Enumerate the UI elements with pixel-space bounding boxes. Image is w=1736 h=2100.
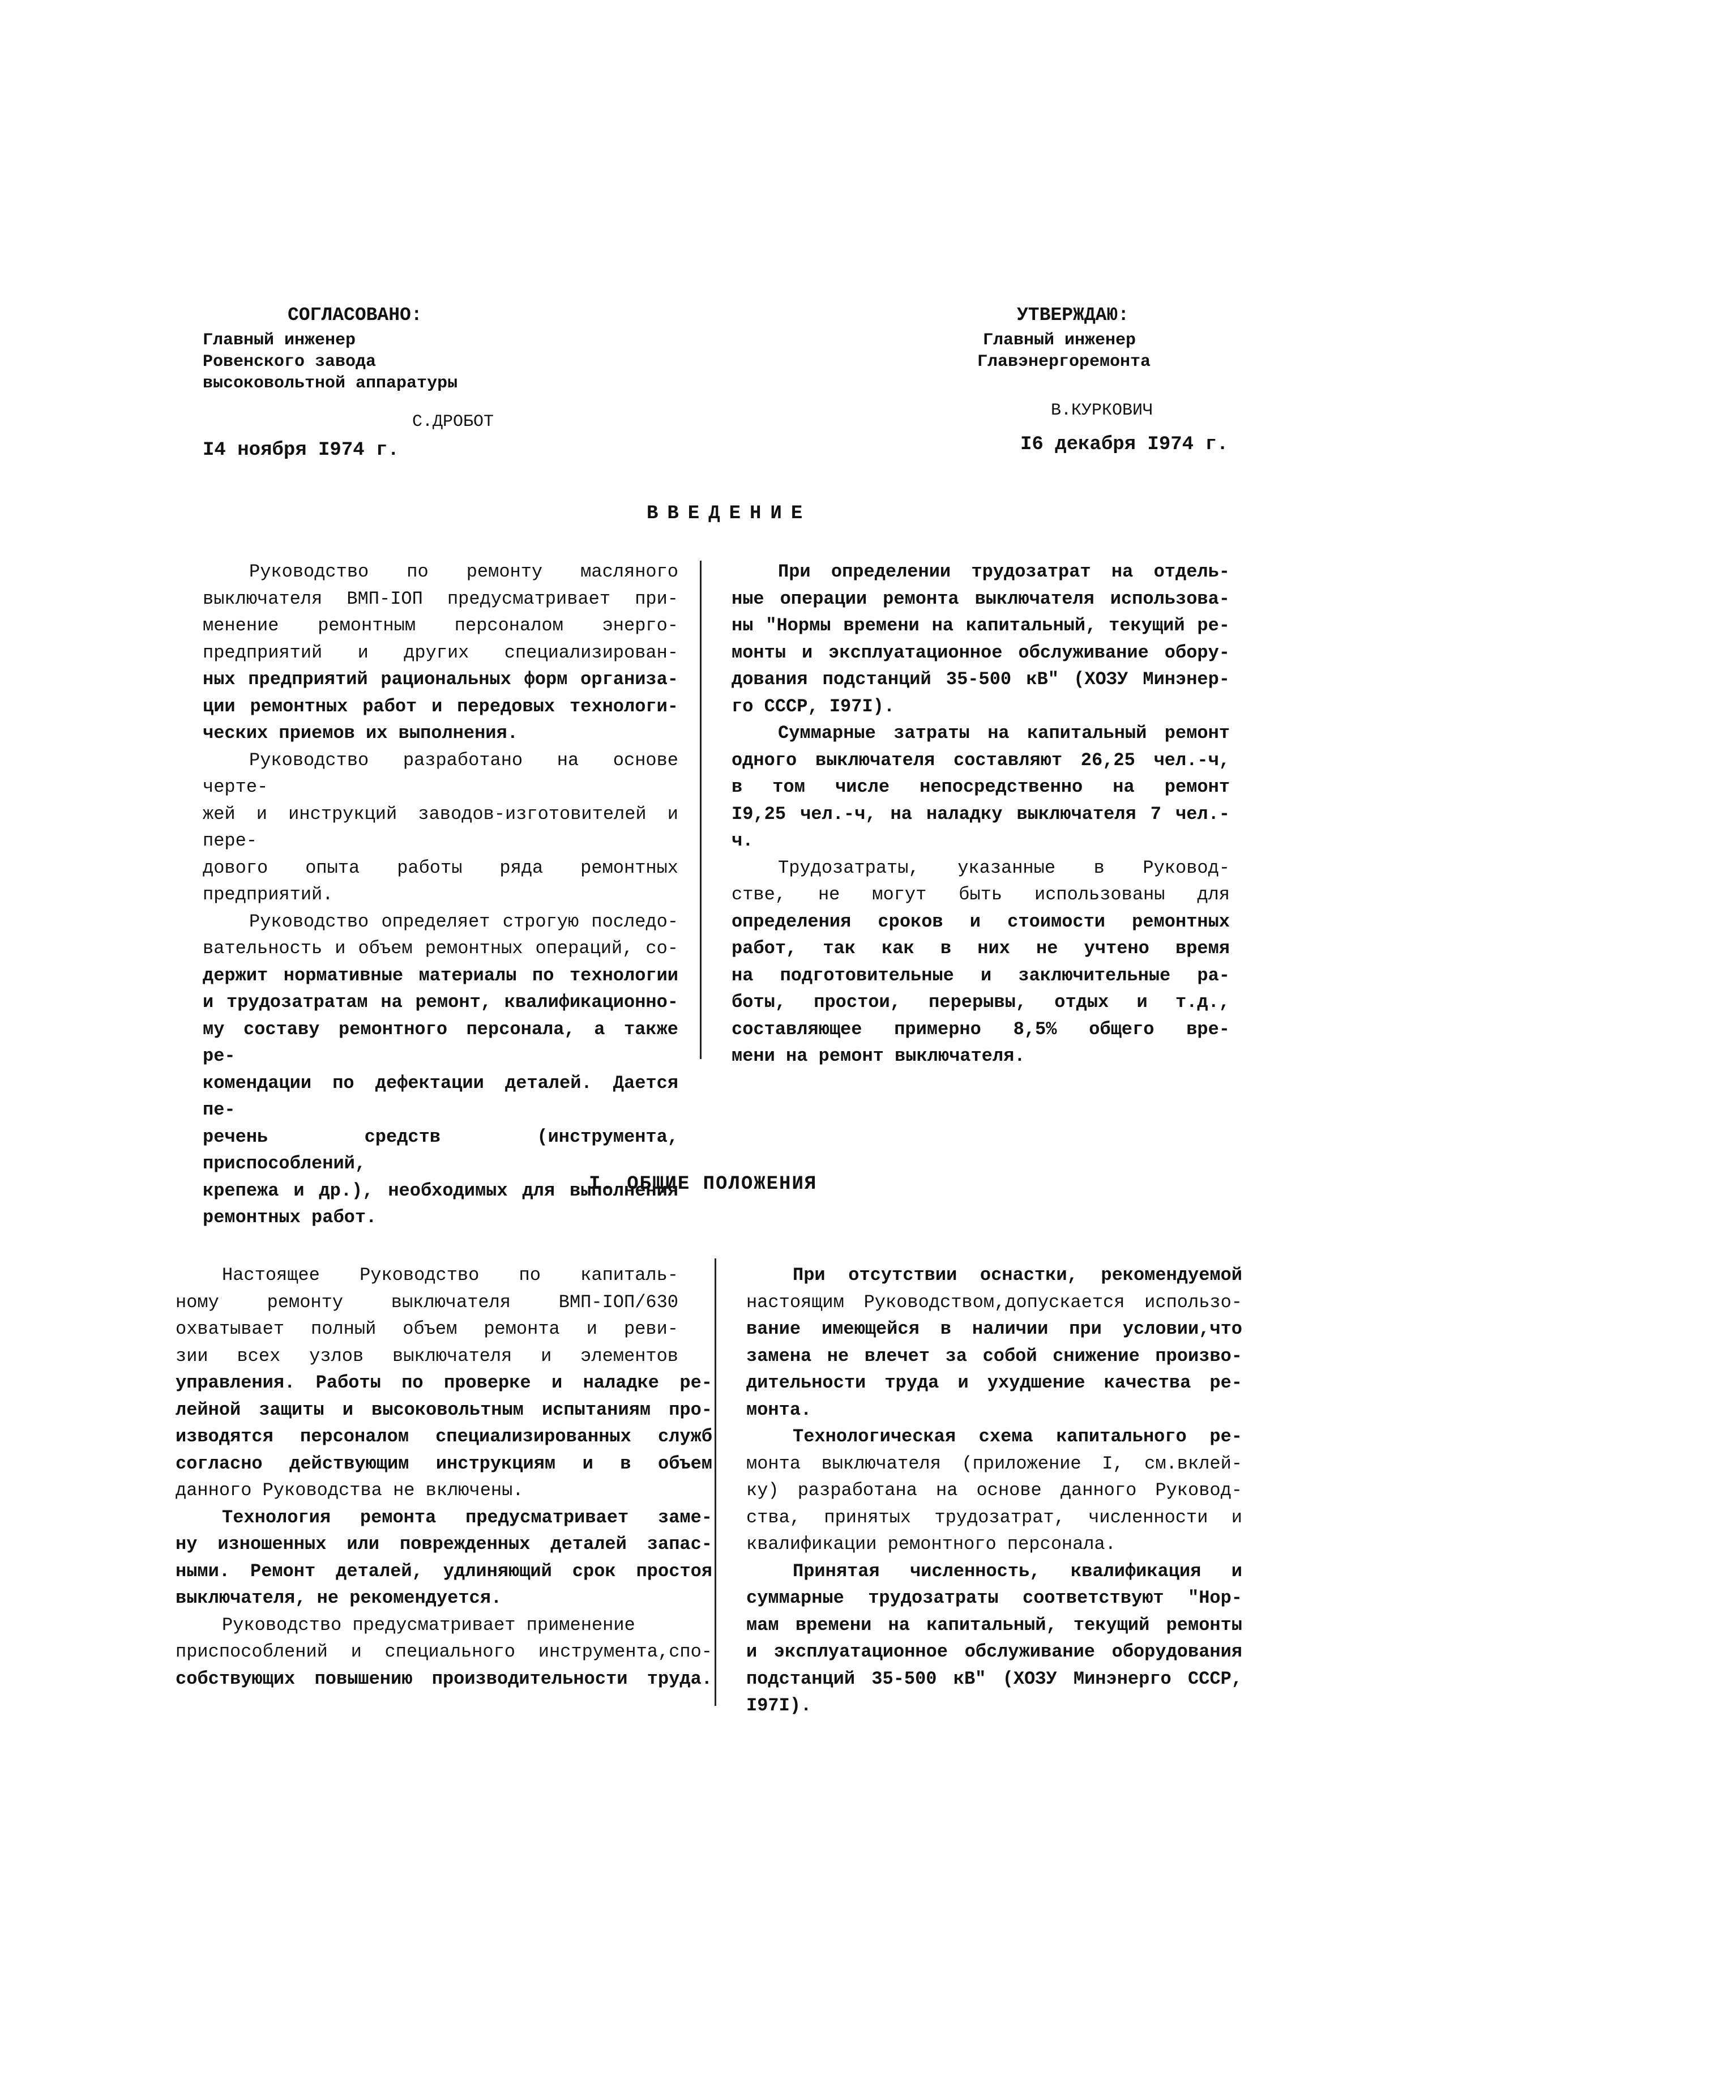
text-line: ные операции ремонта выключателя использова- <box>732 588 1230 609</box>
approval-right-heading: УТВЕРЖДАЮ: <box>1017 305 1130 326</box>
intro-left-column <box>203 558 678 1231</box>
text-line: I97I). <box>746 1695 812 1716</box>
text-line: ку) разработана на основе данного Руковод- <box>746 1480 1242 1501</box>
text-line: Трудозатраты, указанные в Руковод- <box>778 857 1230 878</box>
text-line: одного выключателя составляют 26,25 чел.-ч, <box>732 749 1230 771</box>
text-line: на подготовительные и заключительные ра- <box>732 964 1230 986</box>
text-line: жей и инструкций заводов-изготовителей и пере- <box>203 803 678 851</box>
text-line: вание имеющейся в наличии при условии,что <box>746 1318 1242 1339</box>
text-line: му составу ремонтного персонала, а также ре- <box>203 1018 678 1066</box>
text-line: Руководство определяет строгую последо- <box>249 911 678 932</box>
text-line: При определении трудозатрат на отдель- <box>778 561 1230 582</box>
text-line: Руководство по ремонту масляного <box>249 561 678 582</box>
intro-title: ВВЕДЕНИЕ <box>647 503 812 524</box>
text-line: менение ремонтным персоналом энерго- <box>203 615 678 636</box>
approval-left-signatory: С.ДРОБОТ <box>412 412 494 432</box>
text-line: монта. <box>746 1399 812 1420</box>
text-line: вательность и объем ремонтных операций, со- <box>203 938 678 959</box>
text-line: и трудозатратам на ремонт, квалификационно- <box>203 992 678 1013</box>
text-line: управления. Работы по проверке и наладке ре- <box>176 1372 712 1393</box>
approval-right <box>977 305 1228 455</box>
text-line: мам времени на капитальный, текущий ремонты <box>746 1614 1242 1636</box>
text-line: боты, простои, перерывы, отдых и т.д., <box>732 992 1230 1013</box>
text-line: работ, так как в них не учтено время <box>732 938 1230 959</box>
text-line: ну изношенных или поврежденных деталей запас- <box>176 1534 712 1555</box>
text-line: Руководство разработано на основе черте- <box>203 749 678 797</box>
approval-left-heading: СОГЛАСОВАНО: <box>288 305 422 326</box>
text-line: определения сроков и стоимости ремонтных <box>732 911 1230 932</box>
text-line: составляющее примерно 8,5% общего вре- <box>732 1018 1230 1040</box>
text-line: Технология ремонта предусматривает заме- <box>222 1506 712 1528</box>
text-line: ны "Нормы времени на капитальный, текущий ре- <box>732 615 1230 636</box>
text-line: охватывает полный объем ремонта и реви- <box>176 1318 678 1339</box>
text-line: суммарные трудозатраты соответствуют "Нор- <box>746 1587 1242 1608</box>
text-line: предприятий и других специализирован- <box>203 642 678 663</box>
text-line: Технологическая схема капитального ре- <box>793 1426 1242 1447</box>
approval-left-line: высоковольтной аппаратуры <box>203 374 458 393</box>
text-line: и эксплуатационное обслуживание оборудования <box>746 1641 1242 1662</box>
text-line: дования подстанций 35-500 кВ" (ХОЗУ Минэнер- <box>732 669 1230 690</box>
general-column-divider <box>715 1258 716 1706</box>
text-line: ными. Ремонт деталей, удлиняющий срок простоя <box>176 1560 712 1582</box>
text-line: I9,25 чел.-ч, на наладку выключателя 7 чел.-ч. <box>732 803 1230 851</box>
text-line: приспособлений и специального инструмента,спо- <box>176 1641 712 1662</box>
text-line: При отсутствии оснастки, рекомендуемой <box>793 1265 1242 1286</box>
text-line: комендации по дефектации деталей. Дается пе- <box>203 1072 678 1120</box>
text-line: квалификации ремонтного персонала. <box>746 1534 1116 1555</box>
text-line: настоящим Руководством,допускается использо- <box>746 1291 1242 1313</box>
text-line: выключателя, не рекомендуется. <box>176 1587 502 1608</box>
text-line: дового опыта работы ряда ремонтных предприятий. <box>203 857 678 905</box>
text-line: го СССР, I97I). <box>732 695 895 717</box>
approval-left <box>203 305 494 461</box>
text-line: зии всех узлов выключателя и элементов <box>176 1345 678 1367</box>
text-line: лейной защиты и высоковольтным испытаниям про- <box>176 1399 712 1420</box>
text-line: ному ремонту выключателя ВМП-IОП/630 <box>176 1291 678 1313</box>
text-line: монты и эксплуатационное обслуживание обору- <box>732 642 1230 663</box>
text-line: выключателя ВМП-IОП предусматривает при- <box>203 588 678 609</box>
approval-right-date: I6 декабря I974 г. <box>1020 434 1229 455</box>
text-line: крепежа и др.), необходимых для выполнения <box>203 1180 678 1201</box>
general-left-column <box>176 1262 712 1692</box>
text-line: ных предприятий рациональных форм организа- <box>203 669 678 690</box>
text-line: ции ремонтных работ и передовых технологи- <box>203 695 678 717</box>
text-line: данного Руководства не включены. <box>176 1480 524 1501</box>
text-line: ства, принятых трудозатрат, численности и <box>746 1506 1242 1528</box>
text-line: подстанций 35-500 кВ" (ХОЗУ Минэнерго СССР, <box>746 1668 1242 1689</box>
text-line: собствующих повышению производительности труда. <box>176 1668 712 1689</box>
text-line: ремонтных работ. <box>203 1207 377 1228</box>
text-line: монта выключателя (приложение I, см.вклей- <box>746 1453 1242 1474</box>
text-line: дительности труда и ухудшение качества ре- <box>746 1372 1242 1393</box>
intro-column-divider <box>700 561 702 1059</box>
approval-left-line: Ровенского завода <box>203 352 377 372</box>
approval-right-line: Главный инженер <box>983 331 1136 350</box>
text-line: изводятся персоналом специализированных служб <box>176 1426 712 1447</box>
text-line: ческих приемов их выполнения. <box>203 723 518 744</box>
text-line: речень средств (инструмента, приспособлений, <box>203 1126 678 1174</box>
intro-right-column <box>732 558 1230 1070</box>
text-line: замена не влечет за собой снижение произво- <box>746 1345 1242 1367</box>
approval-left-line: Главный инженер <box>203 331 356 350</box>
text-line: Суммарные затраты на капитальный ремонт <box>778 723 1230 744</box>
general-title: I. ОБЩИЕ ПОЛОЖЕНИЯ <box>589 1173 818 1195</box>
approval-left-date: I4 ноября I974 г. <box>203 439 399 461</box>
approval-right-line: Главэнергоремонта <box>977 352 1151 372</box>
text-line: в том числе непосредственно на ремонт <box>732 776 1230 797</box>
text-line: стве, не могут быть использованы для <box>732 884 1230 905</box>
text-line: держит нормативные материалы по технологии <box>203 964 678 986</box>
general-right-column <box>746 1262 1242 1719</box>
text-line: согласно действующим инструкциям и в объем <box>176 1453 712 1474</box>
text-line: Настоящее Руководство по капиталь- <box>222 1265 678 1286</box>
approval-right-signatory: В.КУРКОВИЧ <box>1051 401 1153 420</box>
text-line: мени на ремонт выключателя. <box>732 1045 1025 1066</box>
text-line: Руководство предусматривает применение <box>222 1614 635 1636</box>
text-line: Принятая численность, квалификация и <box>793 1560 1242 1582</box>
